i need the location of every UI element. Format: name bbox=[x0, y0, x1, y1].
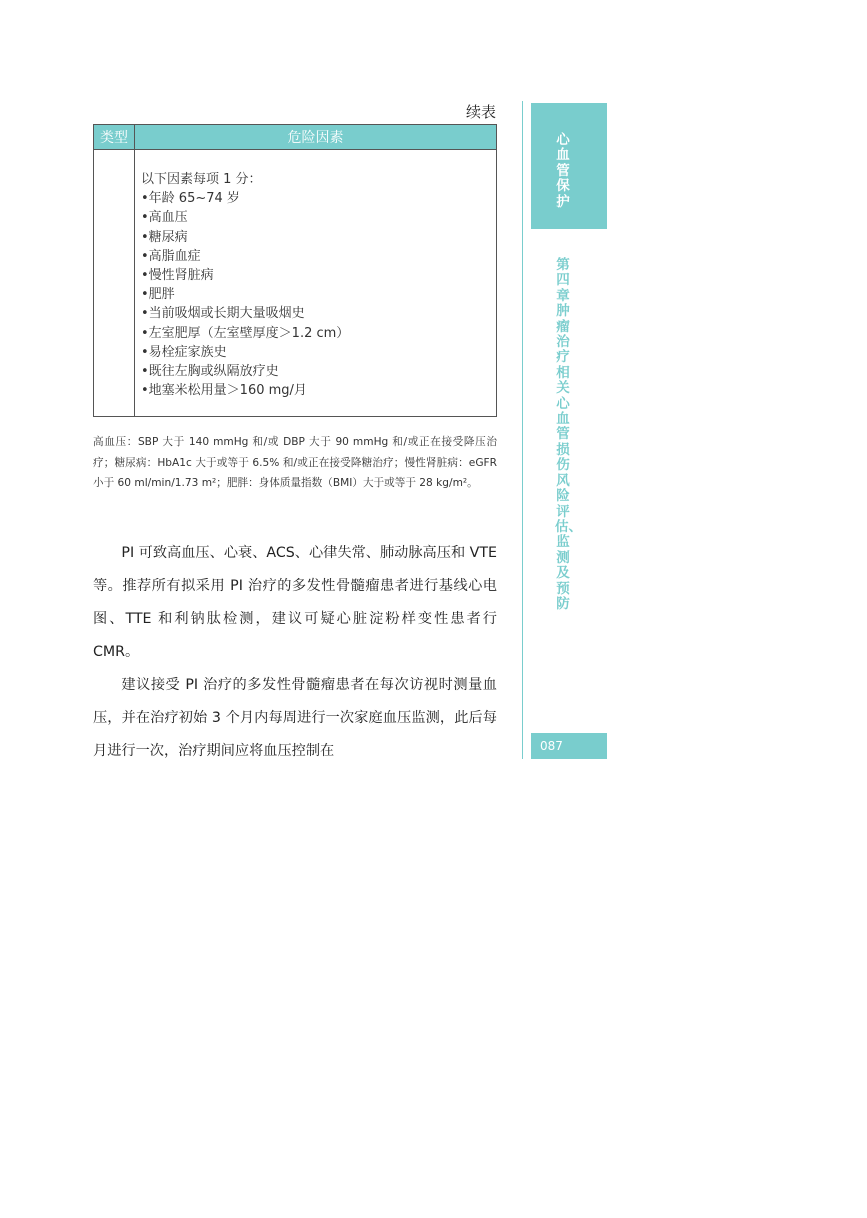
factors-intro: 以下因素每项 1 分： bbox=[141, 172, 262, 187]
type-cell bbox=[94, 150, 135, 417]
risk-factor-table bbox=[93, 124, 497, 417]
list-item: •既往左胸或纵隔放疗史 bbox=[141, 364, 279, 380]
factors-cell bbox=[135, 150, 497, 417]
list-item: •易栓症家族史 bbox=[141, 344, 227, 360]
column-header-risk-factors: 危险因素 bbox=[135, 125, 497, 150]
body-paragraph: PI 可致高血压、心衰、ACS、心律失常、肺动脉高压和 VTE 等。推荐所有拟采用 PI 治疗的多发性骨髓瘤患者进行基线心电图、TTE 和利钠肽检测，建议可疑心脏淀粉样变性患者行 CMR。 bbox=[93, 545, 497, 660]
sidebar-divider bbox=[522, 101, 523, 759]
body-paragraph: 建议接受 PI 治疗的多发性骨髓瘤患者在每次访视时测量血压，并在治疗初始 3 个月内每周进行一次家庭血压监测，此后每月进行一次，治疗期间应将血压控制在 bbox=[93, 677, 497, 759]
table-header-row bbox=[94, 125, 497, 150]
list-item: •慢性肾脏病 bbox=[141, 268, 214, 284]
column-header-type: 类型 bbox=[94, 125, 135, 150]
page-number: 087 bbox=[531, 733, 607, 759]
list-item: •高血压 bbox=[141, 210, 188, 226]
list-item: •地塞米松用量＞160 mg/月 bbox=[141, 383, 307, 399]
factors-list bbox=[141, 150, 496, 400]
chapter-title: 心血管保护 bbox=[556, 132, 570, 210]
list-item: •左室肥厚（左室壁厚度＞1.2 cm） bbox=[141, 325, 350, 341]
list-item: •年龄 65~74 岁 bbox=[141, 191, 240, 207]
section-title: 第四章 肿瘤治疗相关心血管损伤风险评估、监测及预防 bbox=[555, 257, 582, 612]
body-text bbox=[93, 537, 497, 768]
table-row bbox=[94, 150, 497, 417]
continued-label: 续表 bbox=[465, 103, 496, 121]
list-item: •当前吸烟或长期大量吸烟史 bbox=[141, 306, 305, 322]
list-item: •肥胖 bbox=[141, 287, 175, 303]
list-item: •糖尿病 bbox=[141, 229, 188, 245]
list-item: •高脂血症 bbox=[141, 248, 201, 264]
table-footnote: 高血压：SBP 大于 140 mmHg 和/或 DBP 大于 90 mmHg 和/或正在接受降压治疗；糖尿病：HbA1c 大于或等于 6.5% 和/或正在接受降糖治疗；慢性肾脏病：eGFR 小于 60 ml/min/1.73 m²；肥胖：身体质量指数（BMI）大于或等于 28 kg/m²。 bbox=[93, 436, 497, 489]
